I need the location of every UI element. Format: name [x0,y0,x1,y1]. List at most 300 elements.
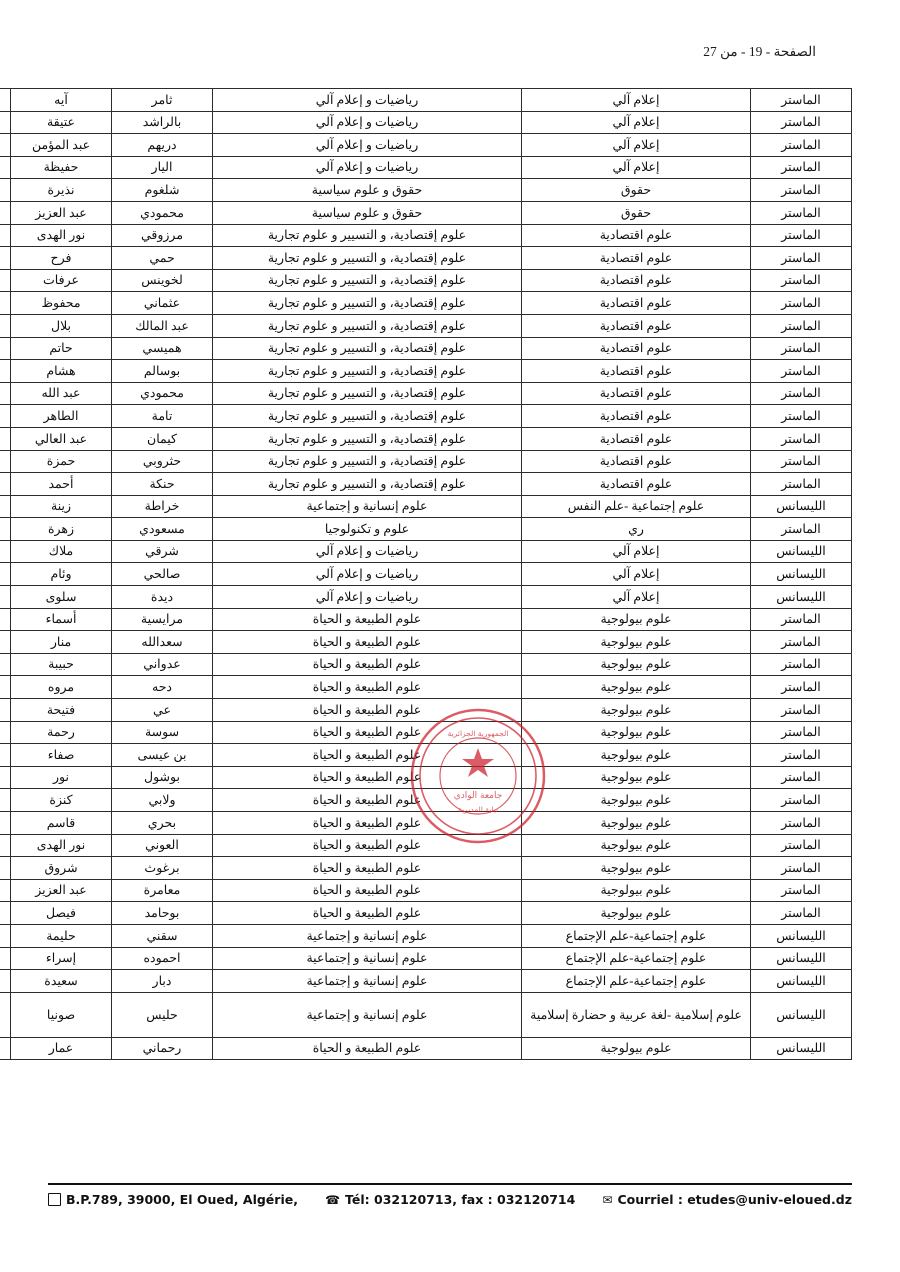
cell-number [0,111,11,134]
cell-level: الماستر [751,382,852,405]
cell-field: علوم الطبيعة و الحياة [213,766,522,789]
cell-level: الماستر [751,405,852,428]
table-row [0,631,852,654]
cell-field: علوم إقتصادية، و التسيير و علوم تجارية [213,337,522,360]
cell-number [0,789,11,812]
cell-firstname: حاتم [11,337,112,360]
cell-specialty: حقوق [522,201,751,224]
cell-firstname: حبيبة [11,653,112,676]
cell-specialty: حقوق [522,179,751,202]
cell-field: علوم الطبيعة و الحياة [213,608,522,631]
cell-level: الماستر [751,676,852,699]
cell-level: الليسانس [751,924,852,947]
cell-number [0,879,11,902]
cell-specialty: علوم بيولوجية [522,879,751,902]
cell-lastname: دبار [112,970,213,993]
cell-specialty: علوم اقتصادية [522,337,751,360]
cell-specialty: علوم اقتصادية [522,269,751,292]
cell-lastname: تامة [112,405,213,428]
svg-text:جامعة الوادي: جامعة الوادي [453,791,503,801]
cell-level: الماستر [751,89,852,112]
table-row [0,608,852,631]
cell-field: علوم إقتصادية، و التسيير و علوم تجارية [213,360,522,383]
cell-field: علوم إقتصادية، و التسيير و علوم تجارية [213,473,522,496]
cell-field: علوم إنسانية و إجتماعية [213,992,522,1037]
cell-firstname: منار [11,631,112,654]
cell-number [0,382,11,405]
cell-number [0,902,11,925]
cell-level: الماستر [751,156,852,179]
cell-level: الليسانس [751,540,852,563]
cell-lastname: بحري [112,812,213,835]
cell-specialty: علوم اقتصادية [522,382,751,405]
cell-number [0,314,11,337]
cell-number [0,924,11,947]
cell-specialty: علوم اقتصادية [522,314,751,337]
mail-icon: ✉ [602,1192,613,1207]
cell-specialty: علوم بيولوجية [522,834,751,857]
table-row [0,450,852,473]
cell-number [0,766,11,789]
cell-firstname: آيه [11,89,112,112]
cell-firstname: فيصل [11,902,112,925]
cell-number [0,156,11,179]
cell-firstname: نور الهدى [11,224,112,247]
page-footer [48,1192,852,1207]
cell-level: الماستر [751,902,852,925]
table-row [0,269,852,292]
cell-lastname: برغوث [112,857,213,880]
cell-specialty: علوم إجتماعية -علم النفس [522,495,751,518]
cell-specialty: علوم اقتصادية [522,360,751,383]
cell-field: علوم إقتصادية، و التسيير و علوم تجارية [213,427,522,450]
cell-field: علوم إقتصادية، و التسيير و علوم تجارية [213,405,522,428]
cell-firstname: نور [11,766,112,789]
cell-firstname: أحمد [11,473,112,496]
cell-level: الليسانس [751,586,852,609]
cell-level: الماستر [751,608,852,631]
cell-field: رياضيات و إعلام آلي [213,134,522,157]
cell-level: الماستر [751,789,852,812]
table-body [0,89,852,1060]
table-row [0,89,852,112]
cell-field: علوم الطبيعة و الحياة [213,699,522,722]
table-row [0,812,852,835]
cell-firstname: الطاهر [11,405,112,428]
cell-specialty: إعلام آلي [522,134,751,157]
cell-lastname: رحماني [112,1037,213,1060]
cell-field: علوم الطبيعة و الحياة [213,789,522,812]
cell-firstname: إسراء [11,947,112,970]
cell-specialty: علوم بيولوجية [522,766,751,789]
cell-lastname: مرايسية [112,608,213,631]
cell-lastname: محمودي [112,382,213,405]
cell-field: علوم الطبيعة و الحياة [213,902,522,925]
cell-number [0,812,11,835]
cell-field: علوم و تكنولوجيا [213,518,522,541]
table-row [0,902,852,925]
footer-phone [325,1192,575,1207]
footer-phone-text: Tél: 032120713, fax : 032120714 [345,1192,576,1207]
svg-text:نيابة المديرية: نيابة المديرية [457,805,499,814]
cell-level: الماستر [751,834,852,857]
cell-number [0,563,11,586]
cell-specialty: إعلام آلي [522,540,751,563]
cell-level: الماستر [751,201,852,224]
envelope-box-icon [48,1193,61,1206]
table-row [0,789,852,812]
cell-field: علوم الطبيعة و الحياة [213,879,522,902]
cell-field: علوم إقتصادية، و التسيير و علوم تجارية [213,247,522,270]
cell-number [0,970,11,993]
table-row [0,405,852,428]
footer-email-text[interactable]: Courriel : etudes@univ-eloued.dz [617,1192,852,1207]
table-row [0,540,852,563]
cell-lastname: صالحي [112,563,213,586]
footer-email [602,1192,852,1207]
cell-field: علوم إنسانية و إجتماعية [213,947,522,970]
cell-specialty: علوم بيولوجية [522,721,751,744]
cell-field: علوم إقتصادية، و التسيير و علوم تجارية [213,314,522,337]
table-row [0,653,852,676]
cell-field: علوم إنسانية و إجتماعية [213,924,522,947]
cell-firstname: حمزة [11,450,112,473]
cell-lastname: محمودي [112,201,213,224]
cell-specialty: علوم بيولوجية [522,902,751,925]
cell-firstname: بلال [11,314,112,337]
table-row [0,201,852,224]
cell-specialty: علوم اقتصادية [522,405,751,428]
cell-number [0,405,11,428]
table-row [0,586,852,609]
table-row [0,292,852,315]
table-row [0,156,852,179]
table-row [0,970,852,993]
cell-specialty: علوم اقتصادية [522,427,751,450]
cell-field: رياضيات و إعلام آلي [213,111,522,134]
cell-lastname: ثامر [112,89,213,112]
cell-level: الماستر [751,473,852,496]
cell-lastname: عثماني [112,292,213,315]
cell-level: الماستر [751,247,852,270]
cell-firstname: فتيحة [11,699,112,722]
cell-specialty: علوم بيولوجية [522,1037,751,1060]
cell-number [0,134,11,157]
cell-lastname: خراطة [112,495,213,518]
cell-specialty: إعلام آلي [522,111,751,134]
cell-number [0,721,11,744]
cell-field: علوم الطبيعة و الحياة [213,653,522,676]
table-row [0,111,852,134]
cell-specialty: علوم بيولوجية [522,789,751,812]
cell-lastname: عي [112,699,213,722]
cell-firstname: حفيظة [11,156,112,179]
cell-firstname: صونيا [11,992,112,1037]
cell-number [0,653,11,676]
cell-number [0,586,11,609]
cell-firstname: قاسم [11,812,112,835]
table-row [0,360,852,383]
cell-firstname: عبد العالي [11,427,112,450]
cell-lastname: مسعودي [112,518,213,541]
cell-number [0,992,11,1037]
cell-level: الماستر [751,337,852,360]
cell-number [0,540,11,563]
cell-level: الليسانس [751,947,852,970]
cell-lastname: حثروبي [112,450,213,473]
cell-firstname: عمار [11,1037,112,1060]
table-row [0,744,852,767]
cell-level: الماستر [751,269,852,292]
cell-level: الماستر [751,427,852,450]
table-row [0,473,852,496]
cell-specialty: علوم اقتصادية [522,224,751,247]
cell-number [0,518,11,541]
cell-level: الماستر [751,314,852,337]
cell-level: الليسانس [751,970,852,993]
cell-firstname: عتيقة [11,111,112,134]
table-row [0,382,852,405]
table-row [0,1037,852,1060]
cell-field: رياضيات و إعلام آلي [213,89,522,112]
cell-level: الماستر [751,224,852,247]
table-row [0,427,852,450]
cell-specialty: علوم بيولوجية [522,653,751,676]
cell-firstname: محفوظ [11,292,112,315]
cell-lastname: بن عيسى [112,744,213,767]
cell-lastname: بوحامد [112,902,213,925]
cell-firstname: زهرة [11,518,112,541]
cell-lastname: اليار [112,156,213,179]
cell-lastname: لخوينس [112,269,213,292]
cell-lastname: هميسي [112,337,213,360]
cell-lastname: ديدة [112,586,213,609]
cell-specialty: علوم اقتصادية [522,450,751,473]
table-row [0,337,852,360]
cell-lastname: حنكة [112,473,213,496]
cell-level: الليسانس [751,563,852,586]
cell-field: رياضيات و إعلام آلي [213,156,522,179]
cell-firstname: ملاك [11,540,112,563]
cell-number [0,201,11,224]
cell-level: الماستر [751,179,852,202]
cell-specialty: علوم بيولوجية [522,857,751,880]
cell-field: علوم الطبيعة و الحياة [213,744,522,767]
svg-text:الجمهورية الجزائرية: الجمهورية الجزائرية [447,729,509,738]
table-row [0,179,852,202]
cell-field: علوم إقتصادية، و التسيير و علوم تجارية [213,450,522,473]
cell-specialty: علوم إجتماعية-علم الإجتماع [522,947,751,970]
cell-specialty: علوم اقتصادية [522,473,751,496]
table-row [0,766,852,789]
cell-field: علوم الطبيعة و الحياة [213,834,522,857]
cell-lastname: سقني [112,924,213,947]
table-row [0,721,852,744]
cell-field: علوم إقتصادية، و التسيير و علوم تجارية [213,382,522,405]
cell-lastname: شلغوم [112,179,213,202]
cell-lastname: دحه [112,676,213,699]
table-row [0,676,852,699]
cell-firstname: عرفات [11,269,112,292]
cell-firstname: عبد الله [11,382,112,405]
cell-number [0,473,11,496]
cell-level: الماستر [751,292,852,315]
cell-firstname: حليمة [11,924,112,947]
cell-firstname: عبد المؤمن [11,134,112,157]
cell-number [0,608,11,631]
cell-firstname: رحمة [11,721,112,744]
cell-field: رياضيات و إعلام آلي [213,586,522,609]
cell-lastname: بوشول [112,766,213,789]
cell-specialty: ري [522,518,751,541]
cell-number [0,224,11,247]
registrations-table [0,88,852,1060]
cell-firstname: أسماء [11,608,112,631]
cell-number [0,269,11,292]
footer-divider [48,1183,852,1185]
cell-field: علوم إنسانية و إجتماعية [213,495,522,518]
footer-address [48,1192,298,1207]
cell-specialty: علوم اقتصادية [522,247,751,270]
cell-lastname: معامرة [112,879,213,902]
cell-lastname: حليس [112,992,213,1037]
cell-lastname: عبد المالك [112,314,213,337]
cell-lastname: حمي [112,247,213,270]
cell-number [0,834,11,857]
cell-level: الماستر [751,879,852,902]
cell-number [0,947,11,970]
cell-number [0,247,11,270]
cell-number [0,857,11,880]
cell-firstname: سعيدة [11,970,112,993]
cell-firstname: فرح [11,247,112,270]
cell-field: علوم إقتصادية، و التسيير و علوم تجارية [213,269,522,292]
cell-level: الماستر [751,812,852,835]
cell-number [0,360,11,383]
cell-lastname: سعدالله [112,631,213,654]
cell-firstname: مروه [11,676,112,699]
cell-number [0,89,11,112]
telephone-icon: ☎ [325,1192,341,1207]
cell-lastname: بوسالم [112,360,213,383]
cell-level: الماستر [751,450,852,473]
cell-specialty: إعلام آلي [522,586,751,609]
cell-field: علوم إقتصادية، و التسيير و علوم تجارية [213,292,522,315]
cell-number [0,427,11,450]
cell-number [0,699,11,722]
registrations-table-container [31,88,852,1060]
cell-specialty: علوم اقتصادية [522,292,751,315]
cell-level: الليسانس [751,495,852,518]
cell-firstname: عبد العزيز [11,201,112,224]
cell-field: علوم إقتصادية، و التسيير و علوم تجارية [213,224,522,247]
cell-field: حقوق و علوم سياسية [213,201,522,224]
cell-specialty: علوم بيولوجية [522,744,751,767]
cell-level: الماستر [751,518,852,541]
table-row [0,224,852,247]
table-row [0,857,852,880]
table-row [0,563,852,586]
cell-number [0,450,11,473]
cell-firstname: صفاء [11,744,112,767]
cell-number [0,337,11,360]
cell-field: رياضيات و إعلام آلي [213,563,522,586]
page-number-header: الصفحة - 19 - من 27 [703,44,816,59]
cell-level: الماستر [751,360,852,383]
cell-field: علوم إنسانية و إجتماعية [213,970,522,993]
cell-firstname: عبد العزيز [11,879,112,902]
cell-firstname: كنزة [11,789,112,812]
table-row [0,247,852,270]
table-row [0,834,852,857]
cell-level: الماستر [751,857,852,880]
table-row [0,699,852,722]
cell-level: الماستر [751,111,852,134]
cell-firstname: زينة [11,495,112,518]
cell-level: الماستر [751,631,852,654]
cell-firstname: هشام [11,360,112,383]
cell-lastname: ولابي [112,789,213,812]
table-row [0,134,852,157]
table-row [0,992,852,1037]
cell-level: الماستر [751,721,852,744]
table-row [0,924,852,947]
cell-specialty: علوم بيولوجية [522,699,751,722]
cell-specialty: إعلام آلي [522,89,751,112]
cell-field: علوم الطبيعة و الحياة [213,676,522,699]
cell-specialty: علوم بيولوجية [522,631,751,654]
cell-specialty: علوم إجتماعية-علم الإجتماع [522,924,751,947]
cell-field: حقوق و علوم سياسية [213,179,522,202]
cell-lastname: العوني [112,834,213,857]
cell-number [0,631,11,654]
cell-firstname: وئام [11,563,112,586]
cell-field: علوم الطبيعة و الحياة [213,1037,522,1060]
cell-field: رياضيات و إعلام آلي [213,540,522,563]
cell-number [0,179,11,202]
cell-number [0,744,11,767]
cell-level: الماستر [751,134,852,157]
cell-specialty: علوم إجتماعية-علم الإجتماع [522,970,751,993]
cell-level: الماستر [751,744,852,767]
cell-field: علوم الطبيعة و الحياة [213,857,522,880]
cell-lastname: عدواني [112,653,213,676]
cell-specialty: علوم بيولوجية [522,676,751,699]
cell-lastname: شرقي [112,540,213,563]
cell-firstname: شروق [11,857,112,880]
cell-level: الماستر [751,699,852,722]
cell-level: الليسانس [751,1037,852,1060]
table-row [0,495,852,518]
cell-lastname: كيمان [112,427,213,450]
cell-number [0,676,11,699]
cell-level: الماستر [751,766,852,789]
cell-level: الليسانس [751,992,852,1037]
cell-specialty: علوم إسلامية -لغة عربية و حضارة إسلامية [522,992,751,1037]
cell-specialty: إعلام آلي [522,563,751,586]
cell-field: علوم الطبيعة و الحياة [213,721,522,744]
cell-specialty: علوم بيولوجية [522,608,751,631]
cell-number [0,292,11,315]
cell-specialty: علوم بيولوجية [522,812,751,835]
cell-firstname: نور الهدى [11,834,112,857]
cell-field: علوم الطبيعة و الحياة [213,812,522,835]
cell-number [0,1037,11,1060]
cell-lastname: بالراشد [112,111,213,134]
table-row [0,947,852,970]
table-row [0,314,852,337]
cell-specialty: إعلام آلي [522,156,751,179]
